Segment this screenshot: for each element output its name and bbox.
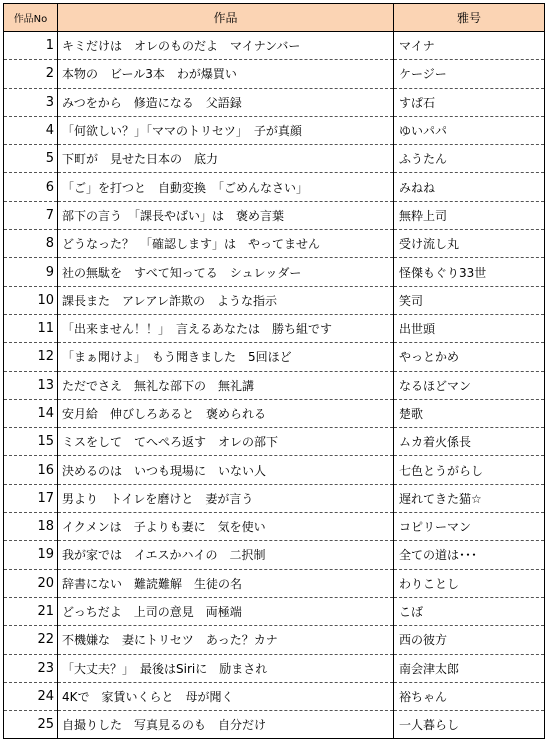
work-number-cell: 13	[4, 371, 58, 399]
work-number-cell: 21	[4, 597, 58, 625]
table-row	[4, 286, 545, 314]
pen-name-cell: やっとかめ	[394, 343, 545, 371]
work-title-cell: 「大丈夫？」 最後はSiriに 励まされ	[58, 654, 394, 682]
work-number-cell: 6	[4, 173, 58, 201]
work-title-cell: 下町が 見せた日本の 底力	[58, 145, 394, 173]
pen-name-cell: ふうたん	[394, 145, 545, 173]
work-title-cell: どうなった？ 「確認します」は やってません	[58, 230, 394, 258]
work-title-cell: イクメンは 子よりも妻に 気を使い	[58, 513, 394, 541]
work-number-cell: 8	[4, 230, 58, 258]
work-number-cell: 4	[4, 116, 58, 144]
pen-name-cell: マイナ	[394, 32, 545, 60]
pen-name-cell: ゆいパパ	[394, 116, 545, 144]
table-row	[4, 711, 545, 739]
pen-name-cell: わりことし	[394, 569, 545, 597]
work-number-cell: 7	[4, 201, 58, 229]
pen-name-cell: 楚歌	[394, 399, 545, 427]
pen-name-cell: 怪傑もぐり33世	[394, 258, 545, 286]
pen-name-cell: 受け流し丸	[394, 230, 545, 258]
work-title-cell: 社の無駄を すべて知ってる シュレッダー	[58, 258, 394, 286]
table-row	[4, 597, 545, 625]
table-row	[4, 682, 545, 710]
work-number-cell: 1	[4, 32, 58, 60]
work-number-cell: 16	[4, 456, 58, 484]
work-number-cell: 12	[4, 343, 58, 371]
pen-name-cell: ムカ着火係長	[394, 428, 545, 456]
work-title-cell: キミだけは オレのものだよ マイナンバー	[58, 32, 394, 60]
work-title-cell: 安月給 伸びしろあると 褒められる	[58, 399, 394, 427]
pen-name-cell: ケージー	[394, 60, 545, 88]
work-title-cell: 辞書にない 難読難解 生徒の名	[58, 569, 394, 597]
pen-name-cell: 裕ちゃん	[394, 682, 545, 710]
work-title-cell: 4Kで 家賃いくらと 母が聞く	[58, 682, 394, 710]
table-row	[4, 201, 545, 229]
work-title-cell: 自撮りした 写真見るのも 自分だけ	[58, 711, 394, 739]
table-row	[4, 60, 545, 88]
table-row	[4, 116, 545, 144]
pen-name-cell: 南会津太郎	[394, 654, 545, 682]
header-work: 作品	[58, 4, 394, 32]
header-pen-name: 雅号	[394, 4, 545, 32]
header-row	[4, 4, 545, 32]
work-title-cell: ミスをして てへぺろ返す オレの部下	[58, 428, 394, 456]
work-number-cell: 22	[4, 626, 58, 654]
table-body	[4, 32, 545, 739]
pen-name-cell: 全ての道は･･･	[394, 541, 545, 569]
header-work-no: 作品No	[4, 4, 58, 32]
work-title-cell: ただでさえ 無礼な部下の 無礼講	[58, 371, 394, 399]
work-title-cell: 不機嫌な 妻にトリセツ あった？カナ	[58, 626, 394, 654]
work-title-cell: 「まぁ聞けよ」 もう聞きました 5回ほど	[58, 343, 394, 371]
work-title-cell: 決めるのは いつも現場に いない人	[58, 456, 394, 484]
work-number-cell: 11	[4, 314, 58, 342]
work-number-cell: 18	[4, 513, 58, 541]
work-number-cell: 2	[4, 60, 58, 88]
table-row	[4, 371, 545, 399]
table-row	[4, 456, 545, 484]
table-row	[4, 399, 545, 427]
table-row	[4, 569, 545, 597]
table-row	[4, 230, 545, 258]
table-row	[4, 513, 545, 541]
pen-name-cell: 西の彼方	[394, 626, 545, 654]
table-row	[4, 314, 545, 342]
pen-name-cell: 笑司	[394, 286, 545, 314]
work-title-cell: 「ご」を打つと 自動変換 「ごめんなさい」	[58, 173, 394, 201]
work-number-cell: 19	[4, 541, 58, 569]
work-number-cell: 3	[4, 88, 58, 116]
table-row	[4, 541, 545, 569]
table-row	[4, 626, 545, 654]
table-row	[4, 428, 545, 456]
work-title-cell: 我が家では イエスかハイの 二択制	[58, 541, 394, 569]
table-row	[4, 88, 545, 116]
table-row	[4, 654, 545, 682]
pen-name-cell: 無粋上司	[394, 201, 545, 229]
work-number-cell: 20	[4, 569, 58, 597]
work-number-cell: 14	[4, 399, 58, 427]
work-number-cell: 25	[4, 711, 58, 739]
pen-name-cell: こば	[394, 597, 545, 625]
table-header	[4, 4, 545, 32]
table-row	[4, 145, 545, 173]
table-row	[4, 173, 545, 201]
pen-name-cell: 一人暮らし	[394, 711, 545, 739]
work-number-cell: 24	[4, 682, 58, 710]
work-number-cell: 23	[4, 654, 58, 682]
table-row	[4, 32, 545, 60]
work-title-cell: 男より トイレを磨けと 妻が言う	[58, 484, 394, 512]
work-title-cell: 本物の ビール3本 わが爆買い	[58, 60, 394, 88]
work-number-cell: 15	[4, 428, 58, 456]
work-number-cell: 10	[4, 286, 58, 314]
work-number-cell: 5	[4, 145, 58, 173]
work-title-cell: みつをから 修造になる 父語録	[58, 88, 394, 116]
work-title-cell: どっちだよ 上司の意見 両極端	[58, 597, 394, 625]
table-row	[4, 258, 545, 286]
work-title-cell: 課長また アレアレ詐欺の ような指示	[58, 286, 394, 314]
pen-name-cell: 七色とうがらし	[394, 456, 545, 484]
pen-name-cell: 遅れてきた猫☆	[394, 484, 545, 512]
work-title-cell: 「何欲しい？」「ママのトリセツ」 子が真顔	[58, 116, 394, 144]
table-row	[4, 343, 545, 371]
work-number-cell: 17	[4, 484, 58, 512]
work-number-cell: 9	[4, 258, 58, 286]
pen-name-cell: すぱ石	[394, 88, 545, 116]
work-title-cell: 「出来ません！！」 言えるあなたは 勝ち組です	[58, 314, 394, 342]
pen-name-cell: みねね	[394, 173, 545, 201]
pen-name-cell: なるほどマン	[394, 371, 545, 399]
work-title-cell: 部下の言う 「課長やばい」は 褒め言葉	[58, 201, 394, 229]
pen-name-cell: 出世頭	[394, 314, 545, 342]
senryu-table	[3, 3, 545, 739]
table-row	[4, 484, 545, 512]
pen-name-cell: コピリーマン	[394, 513, 545, 541]
